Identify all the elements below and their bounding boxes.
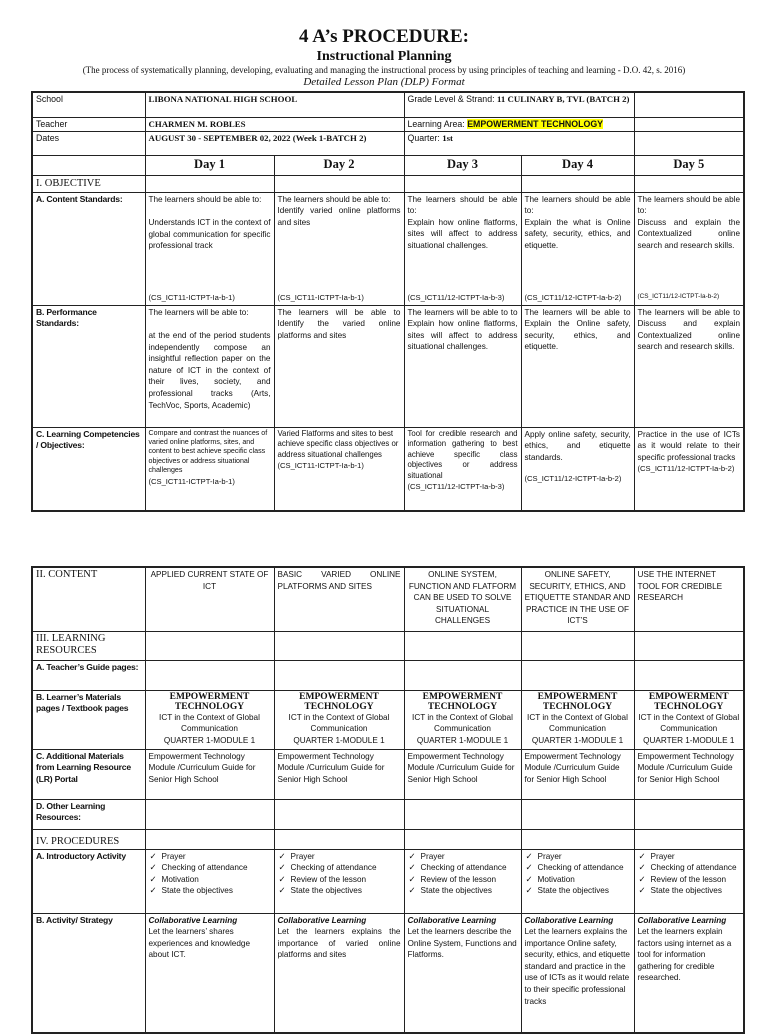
empty-cell [521,829,634,849]
cs-intro: The learners should be able to: [524,194,631,216]
intro-day4 [521,849,634,913]
competency-text: Apply online safety, security, ethics, and etiquette standards. [524,429,631,462]
intro-day5 [634,849,744,913]
module-title: EMPOWERMENT TECHNOLOGY [299,691,379,712]
page-description: (The process of systematically planning, developing, evaluating and managing the instructional process by using principles of teaching and learning - D.O. 42, s. 2016) [82,65,686,75]
area-value: EMPOWERMENT TECHNOLOGY [467,118,604,129]
intro-activity-label: A. Introductory Activity [32,849,145,913]
cs-body: Explain the what is Online safety, security, ethics, and etiquette. [524,217,631,250]
additional-day2: Empowerment Technology Module /Curriculum Guide for Senior High School [274,749,404,799]
module-title: EMPOWERMENT TECHNOLOGY [648,691,729,712]
empty-cell [521,175,634,192]
activity-day4 [521,913,634,1033]
empty-cell [634,829,744,849]
empty-cell [634,92,744,117]
activity-text: Let the learners explains the importance of varied online platforms and sites [277,927,401,960]
cs-body: Understands ICT in the context of global communication for specific professional track [148,218,271,251]
activity-day3 [404,913,521,1033]
cs-intro: The learners should be able to: [407,194,518,216]
strategy-title: Collaborative Learning [277,915,367,925]
empty-cell [404,829,521,849]
module-line1: ICT in the Context of Global Communication [159,712,260,734]
module-line2: QUARTER 1-MODULE 1 [163,735,256,745]
module-line2: QUARTER 1-MODULE 1 [643,735,735,745]
learners-materials-label: B. Learner’s Materials pages / Textbook pages [32,690,145,749]
content-heading: II. CONTENT [32,567,145,631]
module-title: EMPOWERMENT TECHNOLOGY [422,691,503,712]
module-title: EMPOWERMENT TECHNOLOGY [537,691,618,712]
performance-standard-day1 [145,305,274,427]
checklist-item: ✓ Prayer [408,851,518,863]
module-line1: ICT in the Context of Global Communication [527,712,628,734]
performance-standard-day4: The learners will be able to Explain the Online safety, security, ethics, and etiquette. [521,305,634,427]
checklist-item: ✓ State the objectives [525,885,631,897]
empty-cell [521,660,634,690]
competency-text: Practice in the use of ICTs as it would relate to their specific professional tracks [637,429,741,462]
module-title: EMPOWERMENT TECHNOLOGY [169,691,250,712]
empty-cell [404,660,521,690]
competency-day2 [274,427,404,511]
content-day2: BASIC VARIED ONLINE PLATFORMS AND SITES [274,567,404,631]
module-line1: ICT in the Context of Global Communication [288,712,390,734]
checklist-item: ✓ Review of the lesson [278,874,401,886]
learners-material-day1 [145,690,274,749]
checklist-item: ✓ Motivation [525,874,631,886]
cs-body: Identify varied online platforms and sites [277,206,401,227]
intro-day1 [145,849,274,913]
lesson-plan-table-1 [31,91,745,512]
empty-cell [145,175,274,192]
competency-code: (CS_ICT11/12-ICTPT-Ia-b-3) [407,482,505,491]
empty-cell [634,799,744,829]
dates-value: AUGUST 30 - SEPTEMBER 02, 2022 (Week 1-BATCH 2) [145,131,404,155]
checklist-item: ✓ State the objectives [408,885,518,897]
format-label: Detailed Lesson Plan (DLP) Format [303,76,465,88]
module-line1: ICT in the Context of Global Communication [412,712,513,734]
empty-cell [145,631,274,660]
content-standard-day4 [521,192,634,305]
performance-standards-label: B. Performance Standards: [32,305,145,427]
checklist-item: ✓ Checking of attendance [278,862,401,874]
ps-body: at the end of the period students independently compose an insightful reflection paper on the nature of ICT in the context of their lives, society, and professional tracks (Arts, TechVoc, Sports, Academic) [148,331,271,410]
page-subtitle: Instructional Planning [316,49,452,64]
competency-text: Varied Flatforms and sites to best achieve specific class objectives or address situational challenges [277,428,399,459]
checklist-item: ✓ Checking of attendance [638,862,741,874]
cs-intro: The learners should be able to: [277,194,391,204]
activity-text: Let the learners explains the importance Online safety, security, ethics, and etiquette standard and practice in the use of ICTs as it would relate to their specific professional tracks [524,927,630,1006]
quarter-cell [404,131,634,155]
content-day5: USE THE INTERNET TOOL FOR CREDIBLE RESEARCH [634,567,744,631]
cs-code: (CS_ICT11/12-ICTPT-Ia-b-2) [637,292,720,300]
empty-cell [634,631,744,660]
empty-cell [274,660,404,690]
module-line1: ICT in the Context of Global Communication [638,712,740,734]
day-header-3: Day 3 [404,155,521,175]
competency-code: (CS_ICT11/12-ICTPT-Ia-b-2) [637,464,735,474]
learners-material-day2 [274,690,404,749]
teacher-value: CHARMEN M. ROBLES [145,117,404,131]
strategy-title: Collaborative Learning [637,915,727,925]
grade-value: 11 CULINARY B, TVL (BATCH 2) [497,94,630,104]
checklist-item: ✓ Prayer [525,851,631,863]
empty-cell [521,631,634,660]
activity-text: Let the learners explain factors using internet as a tool for information gathering for credible researched. [637,927,732,983]
competency-text: Tool for credible research and information gathering to best achieve specific class objectives or address situational [407,428,518,480]
content-standard-day3 [404,192,521,305]
empty-cell [634,175,744,192]
empty-cell [404,631,521,660]
other-resources-label: D. Other Learning Resources: [32,799,145,829]
ps-intro: The learners will be able to: [148,307,249,317]
quarter-label: Quarter: [407,132,440,143]
content-standards-label: A. Content Standards: [32,192,145,305]
competency-text: Compare and contrast the nuances of varied online platforms, sites, and content to best achieve specific class objectives or address situational challenges [148,428,268,475]
activity-text: Let the learners describe the Online System, Functions and Flatforms. [407,927,517,960]
day-header-5: Day 5 [634,155,744,175]
cs-body: Discuss and explain the Contextualized online search and research skills. [637,217,741,250]
checklist-item: ✓ Checking of attendance [525,862,631,874]
competency-code: (CS_ICT11/12-ICTPT-Ia-b-2) [524,474,622,484]
empty-cell [634,660,744,690]
module-line2: QUARTER 1-MODULE 1 [531,735,624,745]
activity-text: Let the learners’ shares experiences and knowledge about ICT. [148,927,251,960]
strategy-title: Collaborative Learning [524,915,614,925]
area-label: Learning Area: [407,118,465,129]
cs-code: (CS_ICT11-ICTPT-Ia-b-1) [277,292,364,302]
additional-day5: Empowerment Technology Module /Curriculum Guide for Senior High School [634,749,744,799]
empty-cell [404,799,521,829]
empty-cell [274,799,404,829]
additional-day4: Empowerment Technology Module /Curriculum Guide for Senior High School [521,749,634,799]
performance-standard-day2: The learners will be able to Identify the varied online platforms and sites [274,305,404,427]
additional-day3: Empowerment Technology Module /Curriculum Guide for Senior High School [404,749,521,799]
performance-standard-day3: The learners will be able to to Explain how online flatforms, sites will affect to address situational challenges. [404,305,521,427]
quarter-value: 1st [442,132,453,143]
objective-heading: I. OBJECTIVE [32,175,145,192]
checklist-item: ✓ State the objectives [278,885,401,897]
competencies-label: C. Learning Competencies / Objectives: [32,427,145,511]
content-day3: ONLINE SYSTEM, FUNCTION AND FLATFORM CAN BE USED TO SOLVE SITUATIONAL CHALLENGES [404,567,521,631]
area-cell [404,117,634,131]
checklist-item: ✓ Prayer [638,851,741,863]
learners-material-day4 [521,690,634,749]
empty-cell [521,799,634,829]
teachers-guide-label: A. Teacher’s Guide pages: [32,660,145,690]
grade-label: Grade Level & Strand: [407,94,495,104]
day-header-4: Day 4 [521,155,634,175]
cs-code: (CS_ICT11/12-ICTPT-Ia-b-3) [407,292,505,302]
day-header-2: Day 2 [274,155,404,175]
empty-cell [32,155,145,175]
strategy-title: Collaborative Learning [148,915,238,925]
cs-code: (CS_ICT11/12-ICTPT-Ia-b-2) [524,292,622,302]
module-line2: QUARTER 1-MODULE 1 [416,735,509,745]
checklist-item: ✓ Prayer [278,851,401,863]
competency-code: (CS_ICT11-ICTPT-Ia-b-1) [148,476,235,486]
intro-day2 [274,849,404,913]
module-line2: QUARTER 1-MODULE 1 [293,735,385,745]
competency-day1 [145,427,274,511]
resources-heading: III. LEARNING RESOURCES [32,631,145,660]
learners-material-day5 [634,690,744,749]
lesson-plan-table-2 [31,566,745,1034]
day-header-1: Day 1 [145,155,274,175]
activity-day1 [145,913,274,1033]
checklist-item: ✓ Checking of attendance [408,862,518,874]
additional-day1: Empowerment Technology Module /Curriculum Guide for Senior High School [145,749,274,799]
content-standard-day1 [145,192,274,305]
empty-cell [404,175,521,192]
additional-materials-label: C. Additional Materials from Learning Resource (LR) Portal [32,749,145,799]
intro-day3 [404,849,521,913]
empty-cell [274,175,404,192]
school-label: School [32,92,145,117]
cs-code: (CS_ICT11-ICTPT-Ia-b-1) [148,292,235,302]
empty-cell [634,131,744,155]
learners-material-day3 [404,690,521,749]
content-standard-day5 [634,192,744,305]
empty-cell [274,631,404,660]
checklist-item: ✓ Review of the lesson [638,874,741,886]
teacher-label: Teacher [32,117,145,131]
empty-cell [634,117,744,131]
page-title: 4 A’s PROCEDURE: [299,26,469,47]
procedures-heading: IV. PROCEDURES [32,829,145,849]
checklist-item: ✓ Checking of attendance [149,862,271,874]
cs-body: Explain how online flatforms, sites will affect to address situational challenges. [407,217,518,250]
activity-day2 [274,913,404,1033]
performance-standard-day5: The learners will be able to Discuss and explain Contextualized online search and research skills. [634,305,744,427]
dates-label: Dates [32,131,145,155]
school-value: LIBONA NATIONAL HIGH SCHOOL [145,92,404,117]
empty-cell [274,829,404,849]
grade-cell [404,92,634,117]
cs-intro: The learners should be able to: [637,194,741,216]
checklist-item: ✓ Review of the lesson [408,874,518,886]
checklist-item: ✓ State the objectives [638,885,741,897]
checklist-item: ✓ State the objectives [149,885,271,897]
content-day4: ONLINE SAFETY, SECURITY, ETHICS, AND ETIQUETTE STANDAR AND PRACTICE IN THE USE OF ICT’S [521,567,634,631]
checklist-item: ✓ Prayer [149,851,271,863]
competency-day3 [404,427,521,511]
competency-code: (CS_ICT11-ICTPT-Ia-b-1) [277,461,364,470]
empty-cell [145,799,274,829]
content-day1: APPLIED CURRENT STATE OF ICT [145,567,274,631]
activity-day5 [634,913,744,1033]
strategy-title: Collaborative Learning [407,915,497,925]
empty-cell [145,660,274,690]
competency-day5 [634,427,744,511]
empty-cell [145,829,274,849]
checklist-item: ✓ Motivation [149,874,271,886]
activity-strategy-label: B. Activity/ Strategy [32,913,145,1033]
competency-day4 [521,427,634,511]
cs-intro: The learners should be able to: [148,194,262,204]
content-standard-day2 [274,192,404,305]
